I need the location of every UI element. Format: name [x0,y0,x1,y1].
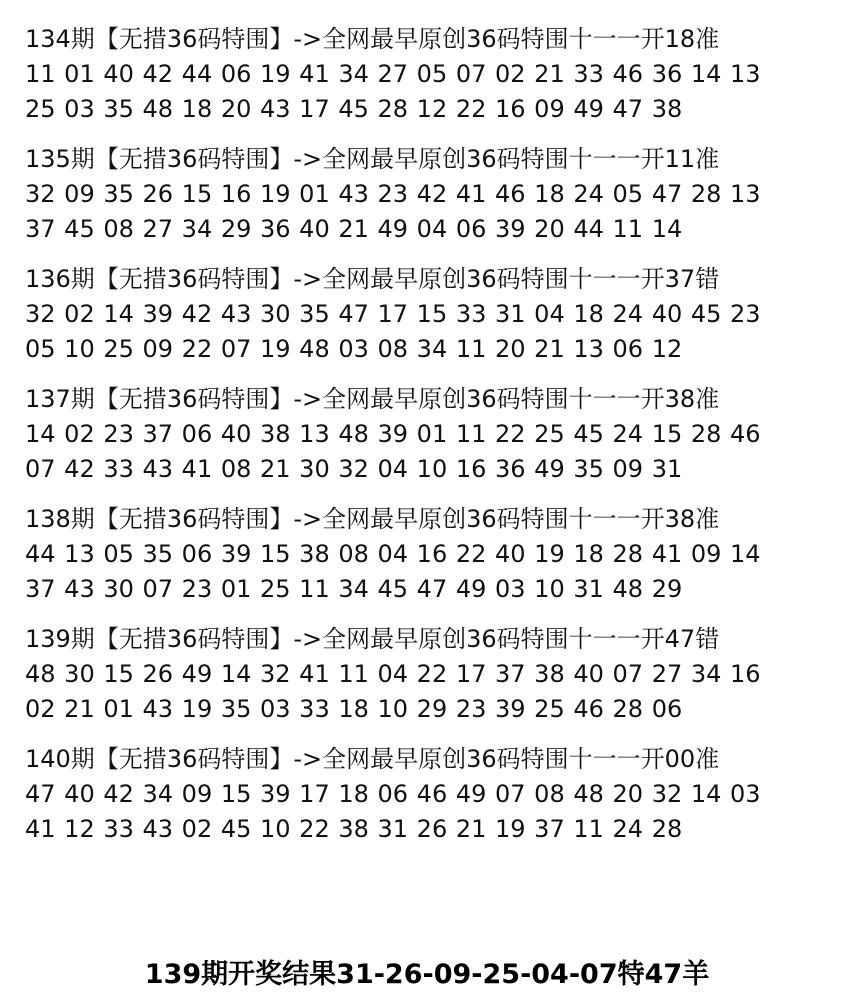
period-block-138 [25,502,840,607]
period-block-140 [25,742,840,847]
numbers-row: 37 43 30 07 23 01 25 11 34 45 47 49 03 10 31 48 29 [25,575,683,603]
numbers-row: 41 12 33 43 02 45 10 22 38 31 26 21 19 37 11 24 28 [25,815,683,843]
numbers-row: 14 02 23 37 06 40 38 13 48 39 01 11 22 25 45 24 15 28 46 [25,420,761,448]
period-header: 140期【无措36码特围】->全网最早原创36码特围十一一开00准 [25,745,720,773]
predictions-list [25,22,840,862]
numbers-row: 32 02 14 39 42 43 30 35 47 17 15 33 31 04 18 24 40 45 23 [25,300,761,328]
period-block-134 [25,22,840,127]
period-block-137 [25,382,840,487]
numbers-row: 11 01 40 42 44 06 19 41 34 27 05 07 02 21 33 46 36 14 13 [25,60,761,88]
numbers-row: 48 30 15 26 49 14 32 41 11 04 22 17 37 38 40 07 27 34 16 [25,660,761,688]
numbers-row: 47 40 42 34 09 15 39 17 18 06 46 49 07 08 48 20 32 14 03 [25,780,761,808]
numbers-row: 32 09 35 26 15 16 19 01 43 23 42 41 46 18 24 05 47 28 13 [25,180,761,208]
numbers-row: 44 13 05 35 06 39 15 38 08 04 16 22 40 19 18 28 41 09 14 [25,540,761,568]
period-header: 134期【无措36码特围】->全网最早原创36码特围十一一开18准 [25,25,720,53]
period-header: 137期【无措36码特围】->全网最早原创36码特围十一一开38准 [25,385,720,413]
period-header: 139期【无措36码特围】->全网最早原创36码特围十一一开47错 [25,625,720,653]
period-header: 136期【无措36码特围】->全网最早原创36码特围十一一开37错 [25,265,720,293]
draw-result-footer: 139期开奖结果31-26-09-25-04-07特47羊 [144,959,710,990]
numbers-row: 25 03 35 48 18 20 43 17 45 28 12 22 16 09 49 47 38 [25,95,683,123]
period-block-135 [25,142,840,247]
period-header: 138期【无措36码特围】->全网最早原创36码特围十一一开38准 [25,505,720,533]
numbers-row: 05 10 25 09 22 07 19 48 03 08 34 11 20 21 13 06 12 [25,335,683,363]
period-block-136 [25,262,840,367]
numbers-row: 02 21 01 43 19 35 03 33 18 10 29 23 39 25 46 28 06 [25,695,683,723]
period-header: 135期【无措36码特围】->全网最早原创36码特围十一一开11准 [25,145,720,173]
numbers-row: 37 45 08 27 34 29 36 40 21 49 04 06 39 20 44 11 14 [25,215,683,243]
numbers-row: 07 42 33 43 41 08 21 30 32 04 10 16 36 49 35 09 31 [25,455,683,483]
period-block-139 [25,622,840,727]
